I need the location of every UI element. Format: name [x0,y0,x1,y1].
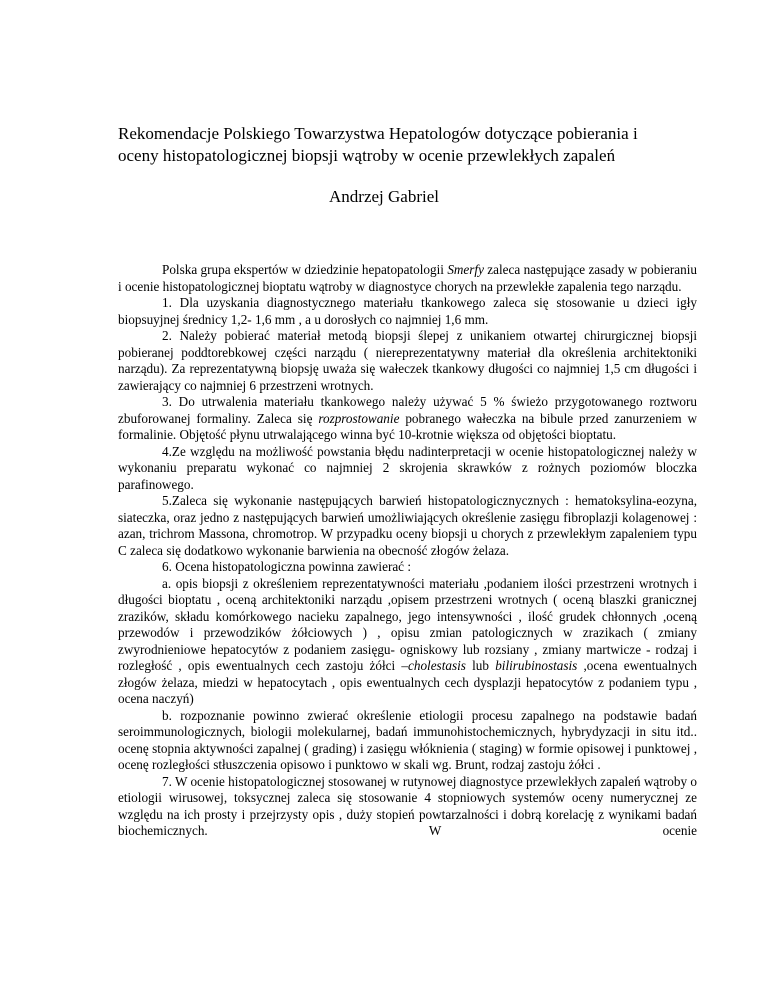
document-body [118,262,697,840]
recommendation-4: 4.Ze względu na możliwość powstania błędu nadinterpretacji w ocenie histopatologicznej należy w wykonaniu preparatu wykonać co najmniej 2 skrojenia skrawków z rożnych poziomów bloczka parafinowego. [118,443,697,492]
recommendation-1: 1. Dla uzyskania diagnostycznego materiału tkankowego zaleca się stosowanie u dzieci igły biopsuyjnej średnicy 1,2- 1,6 mm , a u dorosłych co najmniej 1,6 mm. [118,295,697,327]
recommendation-5: 5.Zaleca się wykonanie następujących barwień histopatologicznycznych : hematoksylina-eozyna, siateczka, oraz jedno z następujących barwień umożliwiających określenie zasięgu fibroplazji kolagenowej : azan, trichrom Massona, chromotrop. W przypadku oceny biopsji u chorych z przewlekłym zapaleniem typu C zaleca się dodatkowo wykonanie barwienia na obecność złogów żelaza. [118,493,697,558]
recommendation-7: 7. W ocenie histopatologicznej stosowanej w rutynowej diagnostyce przewlekłych zapaleń wątroby o etiologii wirusowej, toksycznej zaleca się stosowanie 4 stopniowych systemów oceny numerycznej ze względu na ich prosty i przejrzysty opis , duży stopień powtarzalności i dobrą korelację z wynikami badań biochemicznych. W ocenie [118,773,697,838]
intro-paragraph: Polska grupa ekspertów w dziedzinie hepatopatologii Smerfy zaleca następujące zasady w pobieraniu i ocenie histopatologicznej bioptatu wątroby w diagnostyce chorych na przewlekłe zapalenia tego narządu. [118,262,697,294]
title-line-2: oceny histopatologicznej biopsji wątroby w ocenie przewlekłych zapaleń [118,146,616,165]
title-line-1: Rekomendacje Polskiego Towarzystwa Hepatologów dotyczące pobierania i [118,124,638,143]
recommendation-3: 3. Do utrwalenia materiału tkankowego należy używać 5 % świeżo przygotowanego roztworu zbuforowanej formaliny. Zaleca się rozprostowanie pobranego wałeczka na bibule przed zanurzeniem w formalinie. Objętość płynu utrwalającego winna być 10-krotnie większa od objętości bioptatu. [118,394,697,442]
recommendation-6a: a. opis biopsji z określeniem reprezentatywności materiału ,podaniem ilości przestrzeni wrotnych i długości bioptatu , oceną architektoniki narządu ,opisem przestrzeni wrotnych ( oceną blaszki granicznej zrazików, składu komórkowego nacieku zapalnego, jego intensywności , ilość grudek chłonnych ,oceną przewodów i przewodzików żółciowych ) , opisu zmian patologicznych w zrazikach ( zmiany zwyrodnieniowe hepatocytów z podaniem zasięgu- ogniskowy lub rozsiany , zmiany martwicze - rodzaj i rozległość , opis ewentualnych cech zastoju żółci –cholestasis lub bilirubinostasis ,ocena ewentualnych złogów żelaza, miedzi w hepatocytach , opis ewentualnych cech dysplazji hepatocytów z podaniem typu , ocena naczyń) [118,575,698,706]
document-title [118,123,718,167]
recommendation-2: 2. Należy pobierać materiał metodą biopsji ślepej z unikaniem otwartej chirurgicznej biopsji pobieranej poddtorebkowej części narządu ( niereprezentatywny materiał dla określenia architektoniki narządu). Za reprezentatywną biopsję uważa się wałeczek tkankowy długości co najmniej 1,5 cm długości i zawierający co najmniej 6 przestrzeni wrotnych. [118,328,697,393]
recommendation-6b: b. rozpoznanie powinno zwierać określenie etiologii procesu zapalnego na podstawie badań seroimmunologicznych, biologii molekularnej, badań immunohistochemicznych, hybrydyzacji in situ itd.. ocenę stopnia aktywności zapalnej ( grading) i zasięgu włóknienia ( staging) w formie opisowej i punktowej , ocenę rozległości stłuszczenia opisowo i punktowo w skali wg. Brunt, rodzaj zastoju żółci . [118,707,697,772]
author-name: Andrzej Gabriel [329,187,439,206]
recommendation-6: 6. Ocena histopatologiczna powinna zawierać : [162,559,411,574]
